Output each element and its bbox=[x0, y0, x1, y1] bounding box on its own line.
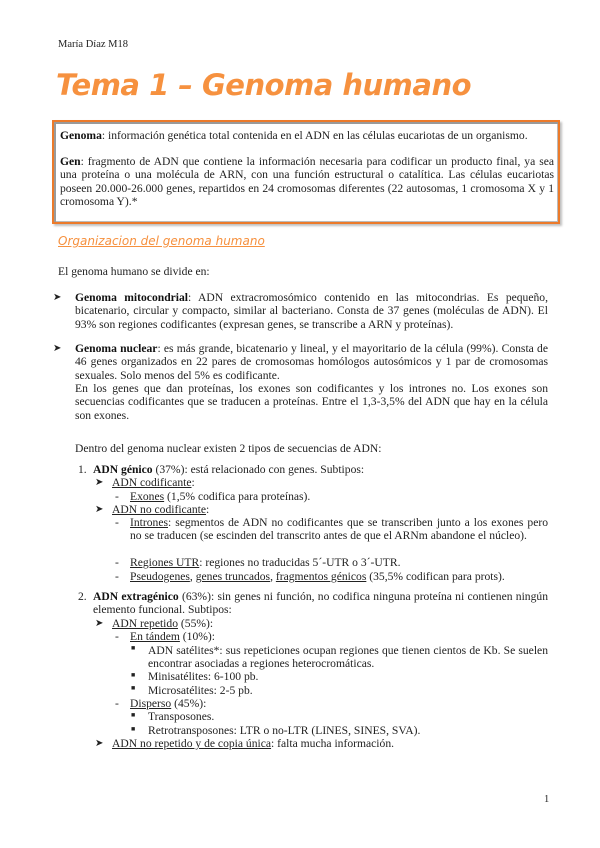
genoma-term: Genoma bbox=[60, 129, 102, 142]
item-term: Exones bbox=[130, 490, 165, 503]
gen-text: : fragmento de ADN que contiene la información necesaria para codificar un producto final, ya sea una proteína o una molécula de ARN, con una función estructural o catalítica. Las células eucariotas poseen 20.000-26.000 genes, repartidos en 24 cromosomas diferentes (22 autosomas, 1 cromosoma X y 1 cromosoma Y).* bbox=[60, 155, 554, 209]
item-term: Pseudogenes bbox=[130, 570, 190, 583]
bullet-mitocondrial bbox=[75, 291, 548, 331]
dash-bullet: - bbox=[115, 570, 119, 583]
item-text: : falta mucha información. bbox=[271, 737, 395, 750]
item-term: ADN no repetido y de copia única bbox=[112, 737, 272, 750]
genoma-text: : información genética total contenida en el ADN en las células eucariotas de un organismo. bbox=[101, 129, 528, 142]
bullet-term: Genoma nuclear bbox=[75, 342, 158, 355]
section-title: Organizacion del genoma humano bbox=[58, 234, 265, 248]
item-term: Intrones bbox=[130, 516, 168, 529]
square-bullet-icon: ■ bbox=[131, 684, 136, 692]
separator: , bbox=[189, 570, 196, 583]
item-intrones bbox=[130, 516, 548, 543]
item-pseudogenes bbox=[130, 570, 505, 583]
item-term: ADN génico bbox=[93, 463, 153, 476]
item-term: ADN codificante bbox=[112, 476, 192, 489]
page-number: 1 bbox=[544, 794, 550, 805]
item-term: Disperso bbox=[130, 697, 172, 710]
header-author: María Díaz M18 bbox=[58, 39, 128, 50]
item-exones bbox=[130, 490, 310, 503]
square-bullet-icon: ■ bbox=[131, 671, 136, 679]
gen-definition bbox=[60, 155, 554, 209]
item-no-codificante bbox=[112, 503, 209, 516]
dash-bullet: - bbox=[115, 630, 119, 643]
item-microsatelites: Microsatélites: 2-5 pb. bbox=[148, 684, 253, 697]
item-text: (63%): sin genes ni función, no codifica ninguna proteína ni contienen ningún elemento funcional. Subtipos: bbox=[93, 590, 548, 617]
list-number: 2. bbox=[78, 590, 87, 603]
dash-bullet: - bbox=[115, 490, 119, 503]
item-utr bbox=[130, 556, 400, 569]
item-text: : regiones no traducidas 5´-UTR o 3´-UTR. bbox=[199, 556, 401, 569]
list-item-extragenico bbox=[93, 590, 548, 617]
list-number: 1. bbox=[78, 463, 87, 476]
item-tandem bbox=[130, 630, 215, 643]
item-text: (10%): bbox=[179, 630, 215, 643]
item-term: ADN extragénico bbox=[93, 590, 179, 603]
item-term: Regiones UTR bbox=[130, 556, 200, 569]
dash-bullet: - bbox=[115, 556, 119, 569]
item-text: (55%): bbox=[178, 617, 214, 630]
item-retrotransposones: Retrotransposones: LTR o no-LTR (LINES, SINES, SVA). bbox=[148, 724, 421, 737]
nuclear-intro: Dentro del genoma nuclear existen 2 tipos de secuencias de ADN: bbox=[75, 442, 382, 455]
item-term: fragmentos génicos bbox=[275, 570, 367, 583]
item-term: ADN no codificante bbox=[112, 503, 207, 516]
item-text: (35,5% codifican para prots). bbox=[366, 570, 505, 583]
bullet-text: : es más grande, bicatenario y lineal, y el mayoritario de la célula (99%). Consta de 46 genes organizados en 22 pares de cromosomas homólogos autosómicos y 1 par de cromosomas sexuales. Solo menos del 5% es codificante. bbox=[75, 342, 548, 382]
item-text: : segmentos de ADN no codificantes que se transcriben junto a los exones pero no se traducen (se escinden del transcrito antes de que el ARNm abandone el núcleo). bbox=[130, 516, 548, 543]
square-bullet-icon: ■ bbox=[131, 725, 136, 733]
gen-term: Gen bbox=[60, 155, 81, 168]
arrow-bullet-icon: ➤ bbox=[95, 618, 104, 629]
dash-bullet: - bbox=[115, 697, 119, 710]
bullet-term: Genoma mitocondrial bbox=[75, 291, 189, 304]
page-title: Tema 1 – Genoma humano bbox=[56, 68, 472, 102]
item-text: (45%): bbox=[171, 697, 207, 710]
item-text: (37%): está relacionado con genes. Subtipos: bbox=[152, 463, 365, 476]
item-term: En tándem bbox=[130, 630, 180, 643]
item-repetido bbox=[112, 617, 213, 630]
item-text: (1,5% codifica para proteínas). bbox=[164, 490, 311, 503]
intro-text: El genoma humano se divide en: bbox=[58, 265, 210, 278]
dash-bullet: - bbox=[115, 516, 119, 529]
item-satelites: ADN satélites*: sus repeticiones ocupan regiones que tienen cientos de Kb. Se suelen encontrar asociadas a regiones heterocromáticas. bbox=[148, 644, 548, 671]
item-text: : bbox=[206, 503, 210, 516]
separator: , bbox=[270, 570, 276, 583]
bullet-text: : ADN extracromosómico contenido en las mitocondrias. Es pequeño, bicatenario, circular y compacto, similar al bacteriano. Consta de 37 genes (moléculas de ADN). El 93% son regiones codificantes (expresan genes, se transcribe a ARN y proteínas). bbox=[75, 291, 548, 331]
square-bullet-icon: ■ bbox=[131, 711, 136, 719]
item-no-repetido bbox=[112, 737, 394, 750]
item-transposones: Transposones. bbox=[148, 710, 215, 723]
item-term: ADN repetido bbox=[112, 617, 179, 630]
bullet-nuclear-extra: En los genes que dan proteínas, los exones son codificantes y los intrones no. Los exones son secuencias codificantes que se traducen a proteínas. Entre el 1,3-3,5% del ADN que hay en la célula son exones. bbox=[75, 382, 548, 422]
item-codificante bbox=[112, 476, 195, 489]
square-bullet-icon: ■ bbox=[131, 644, 136, 652]
bullet-nuclear bbox=[75, 342, 548, 382]
item-term: genes truncados bbox=[195, 570, 271, 583]
list-item-genico bbox=[93, 463, 548, 476]
arrow-bullet-icon: ➤ bbox=[95, 477, 104, 488]
arrow-bullet-icon: ➤ bbox=[53, 292, 62, 303]
item-disperso bbox=[130, 697, 206, 710]
genoma-definition bbox=[60, 129, 554, 142]
arrow-bullet-icon: ➤ bbox=[53, 343, 62, 354]
item-text: : bbox=[191, 476, 195, 489]
arrow-bullet-icon: ➤ bbox=[95, 738, 104, 749]
item-minisatelites: Minisatélites: 6-100 pb. bbox=[148, 670, 259, 683]
arrow-bullet-icon: ➤ bbox=[95, 504, 104, 515]
